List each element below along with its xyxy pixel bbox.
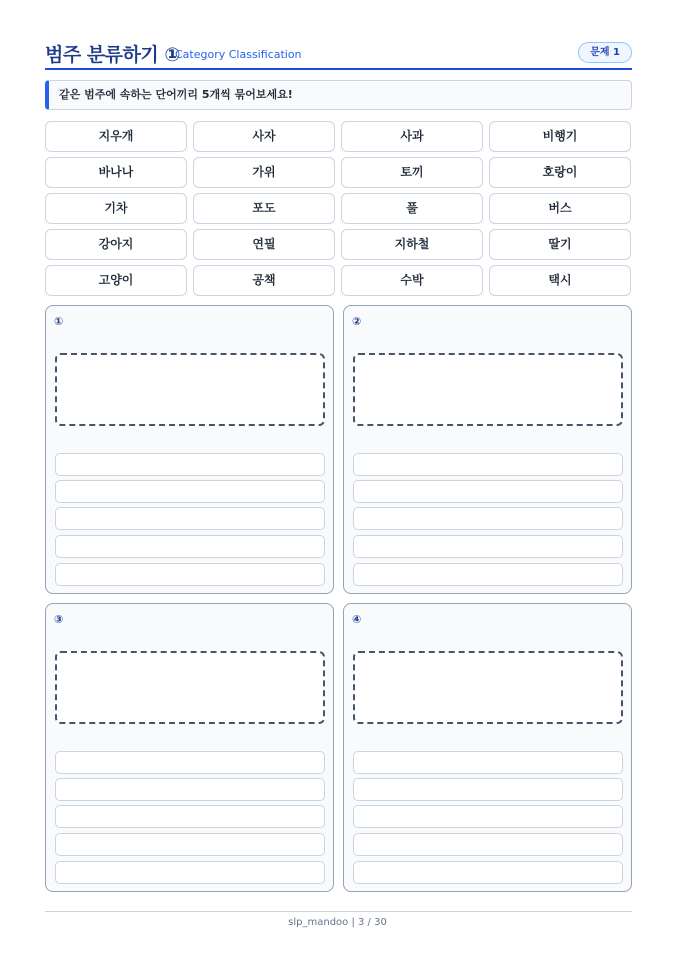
answer-line[interactable] <box>353 453 623 476</box>
answer-line[interactable] <box>55 778 325 801</box>
answer-line[interactable] <box>353 778 623 801</box>
word-tile[interactable]: 바나나 <box>45 157 187 188</box>
footer-divider <box>45 911 632 912</box>
group-number: ① <box>54 315 64 328</box>
answer-line[interactable] <box>55 833 325 856</box>
answer-line[interactable] <box>55 563 325 586</box>
group-number: ④ <box>352 613 362 626</box>
group-box-4 <box>343 603 632 892</box>
category-name-field[interactable] <box>353 651 623 724</box>
answer-line[interactable] <box>55 861 325 884</box>
word-tile[interactable]: 연필 <box>193 229 335 260</box>
word-tile[interactable]: 비행기 <box>489 121 631 152</box>
word-tile[interactable]: 토끼 <box>341 157 483 188</box>
word-tile[interactable]: 고양이 <box>45 265 187 296</box>
answer-line[interactable] <box>55 507 325 530</box>
word-tile[interactable]: 사자 <box>193 121 335 152</box>
answer-line[interactable] <box>55 535 325 558</box>
word-tile[interactable]: 지우개 <box>45 121 187 152</box>
answer-line[interactable] <box>353 833 623 856</box>
answer-line[interactable] <box>353 535 623 558</box>
worksheet-header <box>45 38 632 70</box>
group-box-3 <box>45 603 334 892</box>
word-bank <box>45 121 632 296</box>
instruction-banner: 같은 범주에 속하는 단어끼리 5개씩 묶어보세요! <box>45 80 632 110</box>
problem-badge: 문제 1 <box>578 42 632 63</box>
answer-line[interactable] <box>55 751 325 774</box>
word-tile[interactable]: 포도 <box>193 193 335 224</box>
group-number: ③ <box>54 613 64 626</box>
category-name-field[interactable] <box>55 353 325 426</box>
group-box-2 <box>343 305 632 594</box>
word-tile[interactable]: 기차 <box>45 193 187 224</box>
answer-line[interactable] <box>353 480 623 503</box>
answer-line[interactable] <box>353 751 623 774</box>
page-title: 범주 분류하기 ① <box>45 44 180 66</box>
word-tile[interactable]: 버스 <box>489 193 631 224</box>
word-tile[interactable]: 사과 <box>341 121 483 152</box>
group-grid <box>45 305 632 892</box>
answer-line[interactable] <box>55 480 325 503</box>
answer-line[interactable] <box>55 805 325 828</box>
word-tile[interactable]: 지하철 <box>341 229 483 260</box>
group-box-1 <box>45 305 334 594</box>
answer-line[interactable] <box>353 563 623 586</box>
answer-line[interactable] <box>353 861 623 884</box>
answer-line[interactable] <box>353 805 623 828</box>
page-subtitle: Category Classification <box>175 48 302 61</box>
word-tile[interactable]: 수박 <box>341 265 483 296</box>
word-tile[interactable]: 풀 <box>341 193 483 224</box>
answer-line[interactable] <box>353 507 623 530</box>
group-number: ② <box>352 315 362 328</box>
word-tile[interactable]: 강아지 <box>45 229 187 260</box>
word-tile[interactable]: 가위 <box>193 157 335 188</box>
word-tile[interactable]: 딸기 <box>489 229 631 260</box>
page-footer: slp_mandoo | 3 / 30 <box>288 917 387 928</box>
word-tile[interactable]: 공책 <box>193 265 335 296</box>
category-name-field[interactable] <box>353 353 623 426</box>
category-name-field[interactable] <box>55 651 325 724</box>
word-tile[interactable]: 호랑이 <box>489 157 631 188</box>
answer-line[interactable] <box>55 453 325 476</box>
word-tile[interactable]: 택시 <box>489 265 631 296</box>
